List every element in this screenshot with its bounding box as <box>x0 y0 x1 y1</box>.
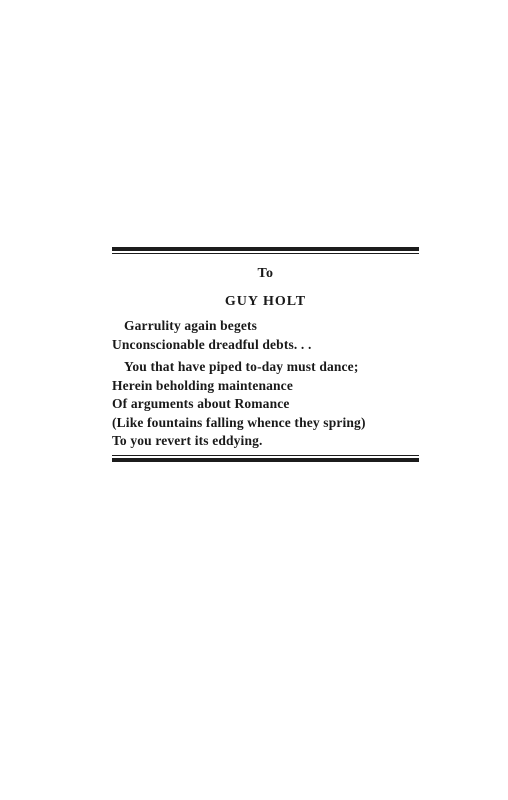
dedicatee-name: GUY HOLT <box>224 294 307 309</box>
bottom-rule-thick-line <box>112 458 419 462</box>
dedication-heading <box>112 264 419 312</box>
poem-line-4: Herein beholding maintenance <box>112 377 293 393</box>
top-rule-thin-line <box>112 253 419 254</box>
top-double-rule <box>112 247 419 254</box>
poem-line-5: Of arguments about Romance <box>112 396 290 411</box>
poem-line-6: (Like fountains falling whence they spring) <box>112 414 366 430</box>
dedication-poem <box>112 317 422 451</box>
poem-line-7: To you revert its eddying. <box>112 433 263 448</box>
poem-line-2: Unconscionable dreadful debts. . . <box>112 336 312 352</box>
dedication-to: To <box>257 266 274 281</box>
poem-line-3: You that have piped to-day must dance; <box>124 359 359 374</box>
poem-line-1: Garrulity again begets <box>124 318 258 333</box>
bottom-double-rule <box>112 455 419 462</box>
